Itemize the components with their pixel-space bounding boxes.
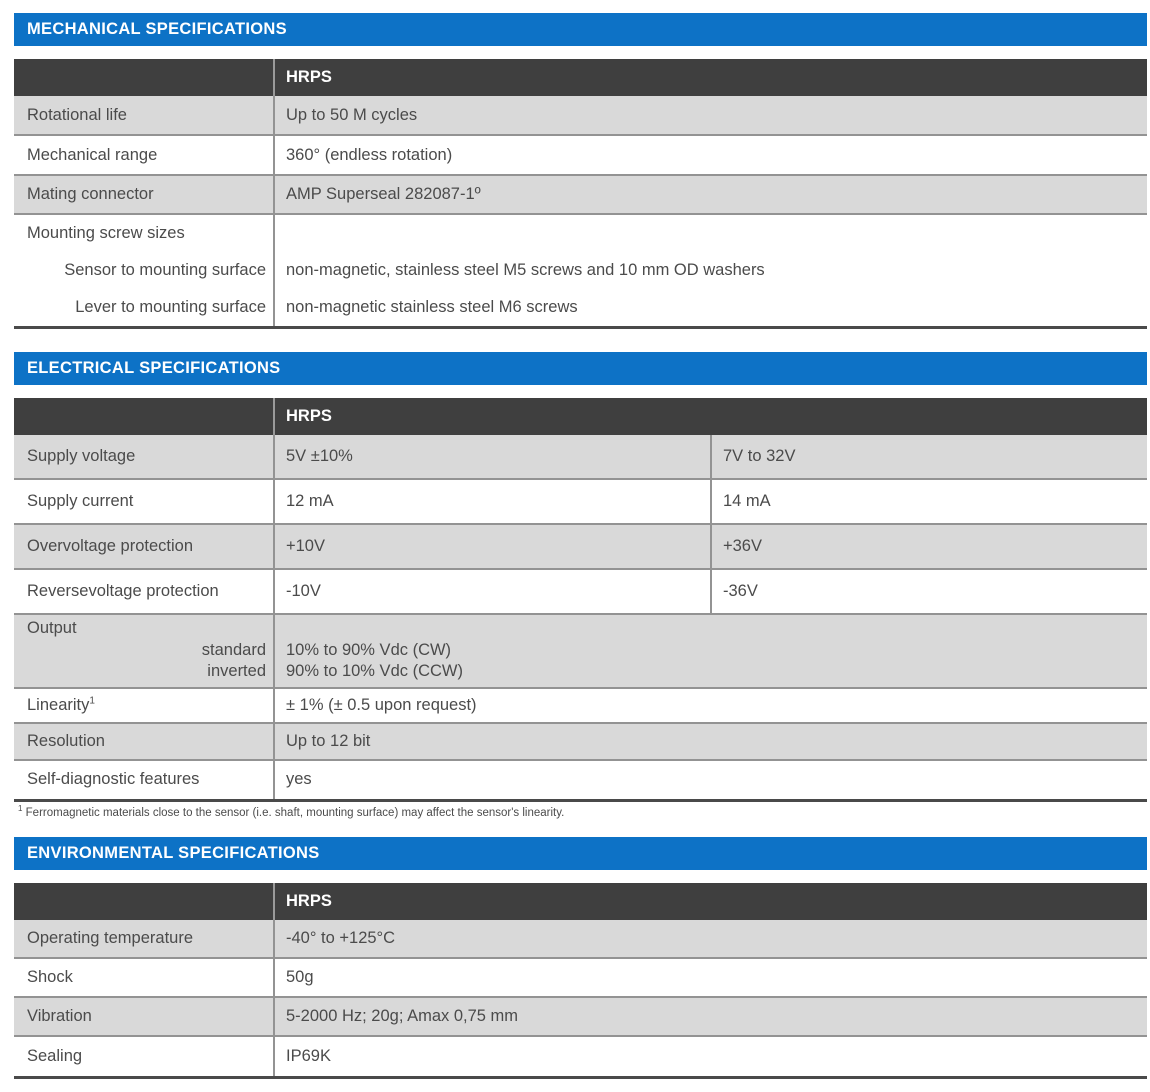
linearity-footnote	[18, 803, 1147, 819]
row-value-text: IP69K	[286, 1046, 331, 1065]
mounting-label-line	[14, 215, 273, 252]
column-header-hrps: HRPS	[286, 407, 332, 425]
row-value-text: -40° to +125°C	[286, 928, 396, 947]
output-sublabel-standard	[14, 640, 273, 662]
mechanical-title-bar	[14, 13, 1147, 46]
header-value-cell	[273, 398, 1147, 435]
environmental-spec-table	[14, 883, 1147, 1079]
mounting-value-lever	[275, 289, 1147, 326]
table-row	[14, 136, 1147, 176]
row-value-text: non-magnetic stainless steel M6 screws	[286, 298, 578, 316]
row-label-text: standard	[201, 640, 266, 659]
row-value-text: 7V to 32V	[723, 447, 796, 465]
row-value	[273, 615, 1147, 687]
mechanical-header-row	[14, 59, 1147, 96]
table-row	[14, 920, 1147, 959]
row-label-text: Self-diagnostic features	[27, 770, 200, 788]
row-value-text: -10V	[286, 582, 321, 600]
row-label-text: Operating temperature	[27, 928, 194, 947]
table-row	[14, 959, 1147, 998]
table-row	[14, 525, 1147, 570]
row-label-text	[27, 696, 95, 715]
section-environmental	[14, 837, 1147, 1079]
empty-line	[275, 618, 1147, 640]
row-value	[273, 215, 1147, 326]
table-row-output	[14, 615, 1147, 689]
row-value-text: yes	[286, 770, 312, 788]
header-value-cell	[273, 59, 1147, 96]
linearity-label: Linearity	[27, 695, 90, 714]
row-label	[14, 96, 273, 134]
row-label-text: Mating connector	[27, 185, 154, 203]
row-label	[14, 570, 273, 613]
row-label-text: Lever to mounting surface	[75, 298, 266, 316]
header-label-cell	[14, 883, 273, 920]
table-row	[14, 761, 1147, 799]
row-value	[273, 96, 1147, 134]
section-electrical	[14, 352, 1147, 819]
table-row	[14, 96, 1147, 136]
row-value-text: 12 mA	[286, 492, 334, 510]
row-value-text: +10V	[286, 537, 325, 555]
mounting-sublabel-lever	[14, 289, 273, 326]
row-value-text: 5-2000 Hz; 20g; Amax 0,75 mm	[286, 1006, 519, 1025]
row-label-text: Rotational life	[27, 105, 127, 124]
column-header-hrps: HRPS	[286, 891, 332, 910]
row-label	[14, 136, 273, 174]
row-label	[14, 959, 273, 996]
row-value-text: AMP Superseal 282087-1º	[286, 185, 481, 203]
electrical-spec-table	[14, 398, 1147, 802]
row-value	[273, 959, 1147, 996]
row-label-text: Shock	[27, 967, 73, 986]
row-value	[273, 136, 1147, 174]
row-label-text: Output	[27, 619, 77, 637]
section-mechanical	[14, 13, 1147, 329]
empty-line	[275, 215, 1147, 252]
row-value-text: 14 mA	[723, 492, 771, 510]
row-label	[14, 615, 273, 687]
header-label-cell	[14, 398, 273, 435]
electrical-header-row	[14, 398, 1147, 435]
row-value-1	[273, 570, 710, 613]
linearity-footnote-marker: 1	[89, 695, 95, 706]
row-value-text: Up to 50 M cycles	[286, 105, 418, 124]
row-label	[14, 998, 273, 1035]
mechanical-spec-table	[14, 59, 1147, 329]
row-label	[14, 724, 273, 759]
output-label-line	[14, 618, 273, 640]
footnote-text: Ferromagnetic materials close to the sensor (i.e. shaft, mounting surface) may affect the sensor's linearity.	[22, 806, 565, 819]
row-label-text: Mechanical range	[27, 145, 158, 164]
row-label-text: Supply voltage	[27, 447, 136, 465]
table-row	[14, 176, 1147, 215]
row-label-text: Mounting screw sizes	[27, 224, 185, 242]
row-value	[273, 998, 1147, 1035]
row-value	[273, 176, 1147, 213]
row-value-text: 5V ±10%	[286, 447, 353, 465]
environmental-header-row	[14, 883, 1147, 920]
row-label	[14, 525, 273, 568]
row-value-text: 10% to 90% Vdc (CW)	[286, 640, 452, 659]
row-label-text: Sealing	[27, 1046, 83, 1065]
row-label	[14, 761, 273, 799]
row-label	[14, 480, 273, 523]
row-label-text: Vibration	[27, 1006, 92, 1025]
table-row-mounting-screw-sizes	[14, 215, 1147, 326]
row-value-1	[273, 480, 710, 523]
table-row	[14, 724, 1147, 761]
environmental-title-bar	[14, 837, 1147, 870]
row-value-text: 50g	[286, 967, 314, 986]
row-value	[273, 689, 1147, 722]
electrical-title: ELECTRICAL SPECIFICATIONS	[27, 359, 281, 377]
row-label	[14, 920, 273, 957]
row-label-text: Supply current	[27, 492, 134, 510]
row-value	[273, 920, 1147, 957]
table-row	[14, 435, 1147, 480]
row-label-text: Sensor to mounting surface	[64, 261, 266, 279]
row-value	[273, 1037, 1147, 1076]
row-value	[273, 761, 1147, 799]
row-value-2	[710, 570, 1147, 613]
row-value-text: -36V	[723, 582, 758, 600]
row-value-2	[710, 525, 1147, 568]
header-label-cell	[14, 59, 273, 96]
row-value-1	[273, 435, 710, 478]
row-label-text: Resolution	[27, 731, 105, 750]
row-label-text: inverted	[207, 662, 266, 680]
row-value	[273, 724, 1147, 759]
mechanical-title: MECHANICAL SPECIFICATIONS	[27, 20, 287, 38]
table-row	[14, 570, 1147, 615]
table-row-linearity	[14, 689, 1147, 724]
row-value-text: ± 1% (± 0.5 upon request)	[286, 695, 477, 714]
row-value-text: 90% to 10% Vdc (CCW)	[286, 662, 463, 680]
column-header-hrps: HRPS	[286, 68, 332, 86]
output-value-standard	[275, 640, 1147, 662]
datasheet-page	[14, 13, 1147, 1079]
mounting-value-sensor	[275, 252, 1147, 289]
row-label	[14, 435, 273, 478]
row-value-1	[273, 525, 710, 568]
table-row	[14, 1037, 1147, 1076]
output-value-inverted	[275, 661, 1147, 683]
row-value-text: Up to 12 bit	[286, 731, 371, 750]
row-label	[14, 176, 273, 213]
row-label-text: Overvoltage protection	[27, 537, 194, 555]
electrical-title-bar	[14, 352, 1147, 385]
row-label-text: Reversevoltage protection	[27, 582, 219, 600]
row-label	[14, 689, 273, 722]
row-label	[14, 215, 273, 326]
row-value-text: 360° (endless rotation)	[286, 145, 453, 164]
row-value-2	[710, 435, 1147, 478]
row-value-2	[710, 480, 1147, 523]
output-sublabel-inverted	[14, 661, 273, 683]
row-label	[14, 1037, 273, 1076]
table-row	[14, 998, 1147, 1037]
table-row	[14, 480, 1147, 525]
environmental-title: ENVIRONMENTAL SPECIFICATIONS	[27, 843, 320, 862]
row-value-text: +36V	[723, 537, 762, 555]
header-value-cell	[273, 883, 1147, 920]
section-gap	[14, 329, 1147, 352]
section-gap	[14, 819, 1147, 837]
mounting-sublabel-sensor	[14, 252, 273, 289]
row-value-text: non-magnetic, stainless steel M5 screws and 10 mm OD washers	[286, 261, 765, 279]
footnote-marker: 1	[18, 803, 23, 813]
